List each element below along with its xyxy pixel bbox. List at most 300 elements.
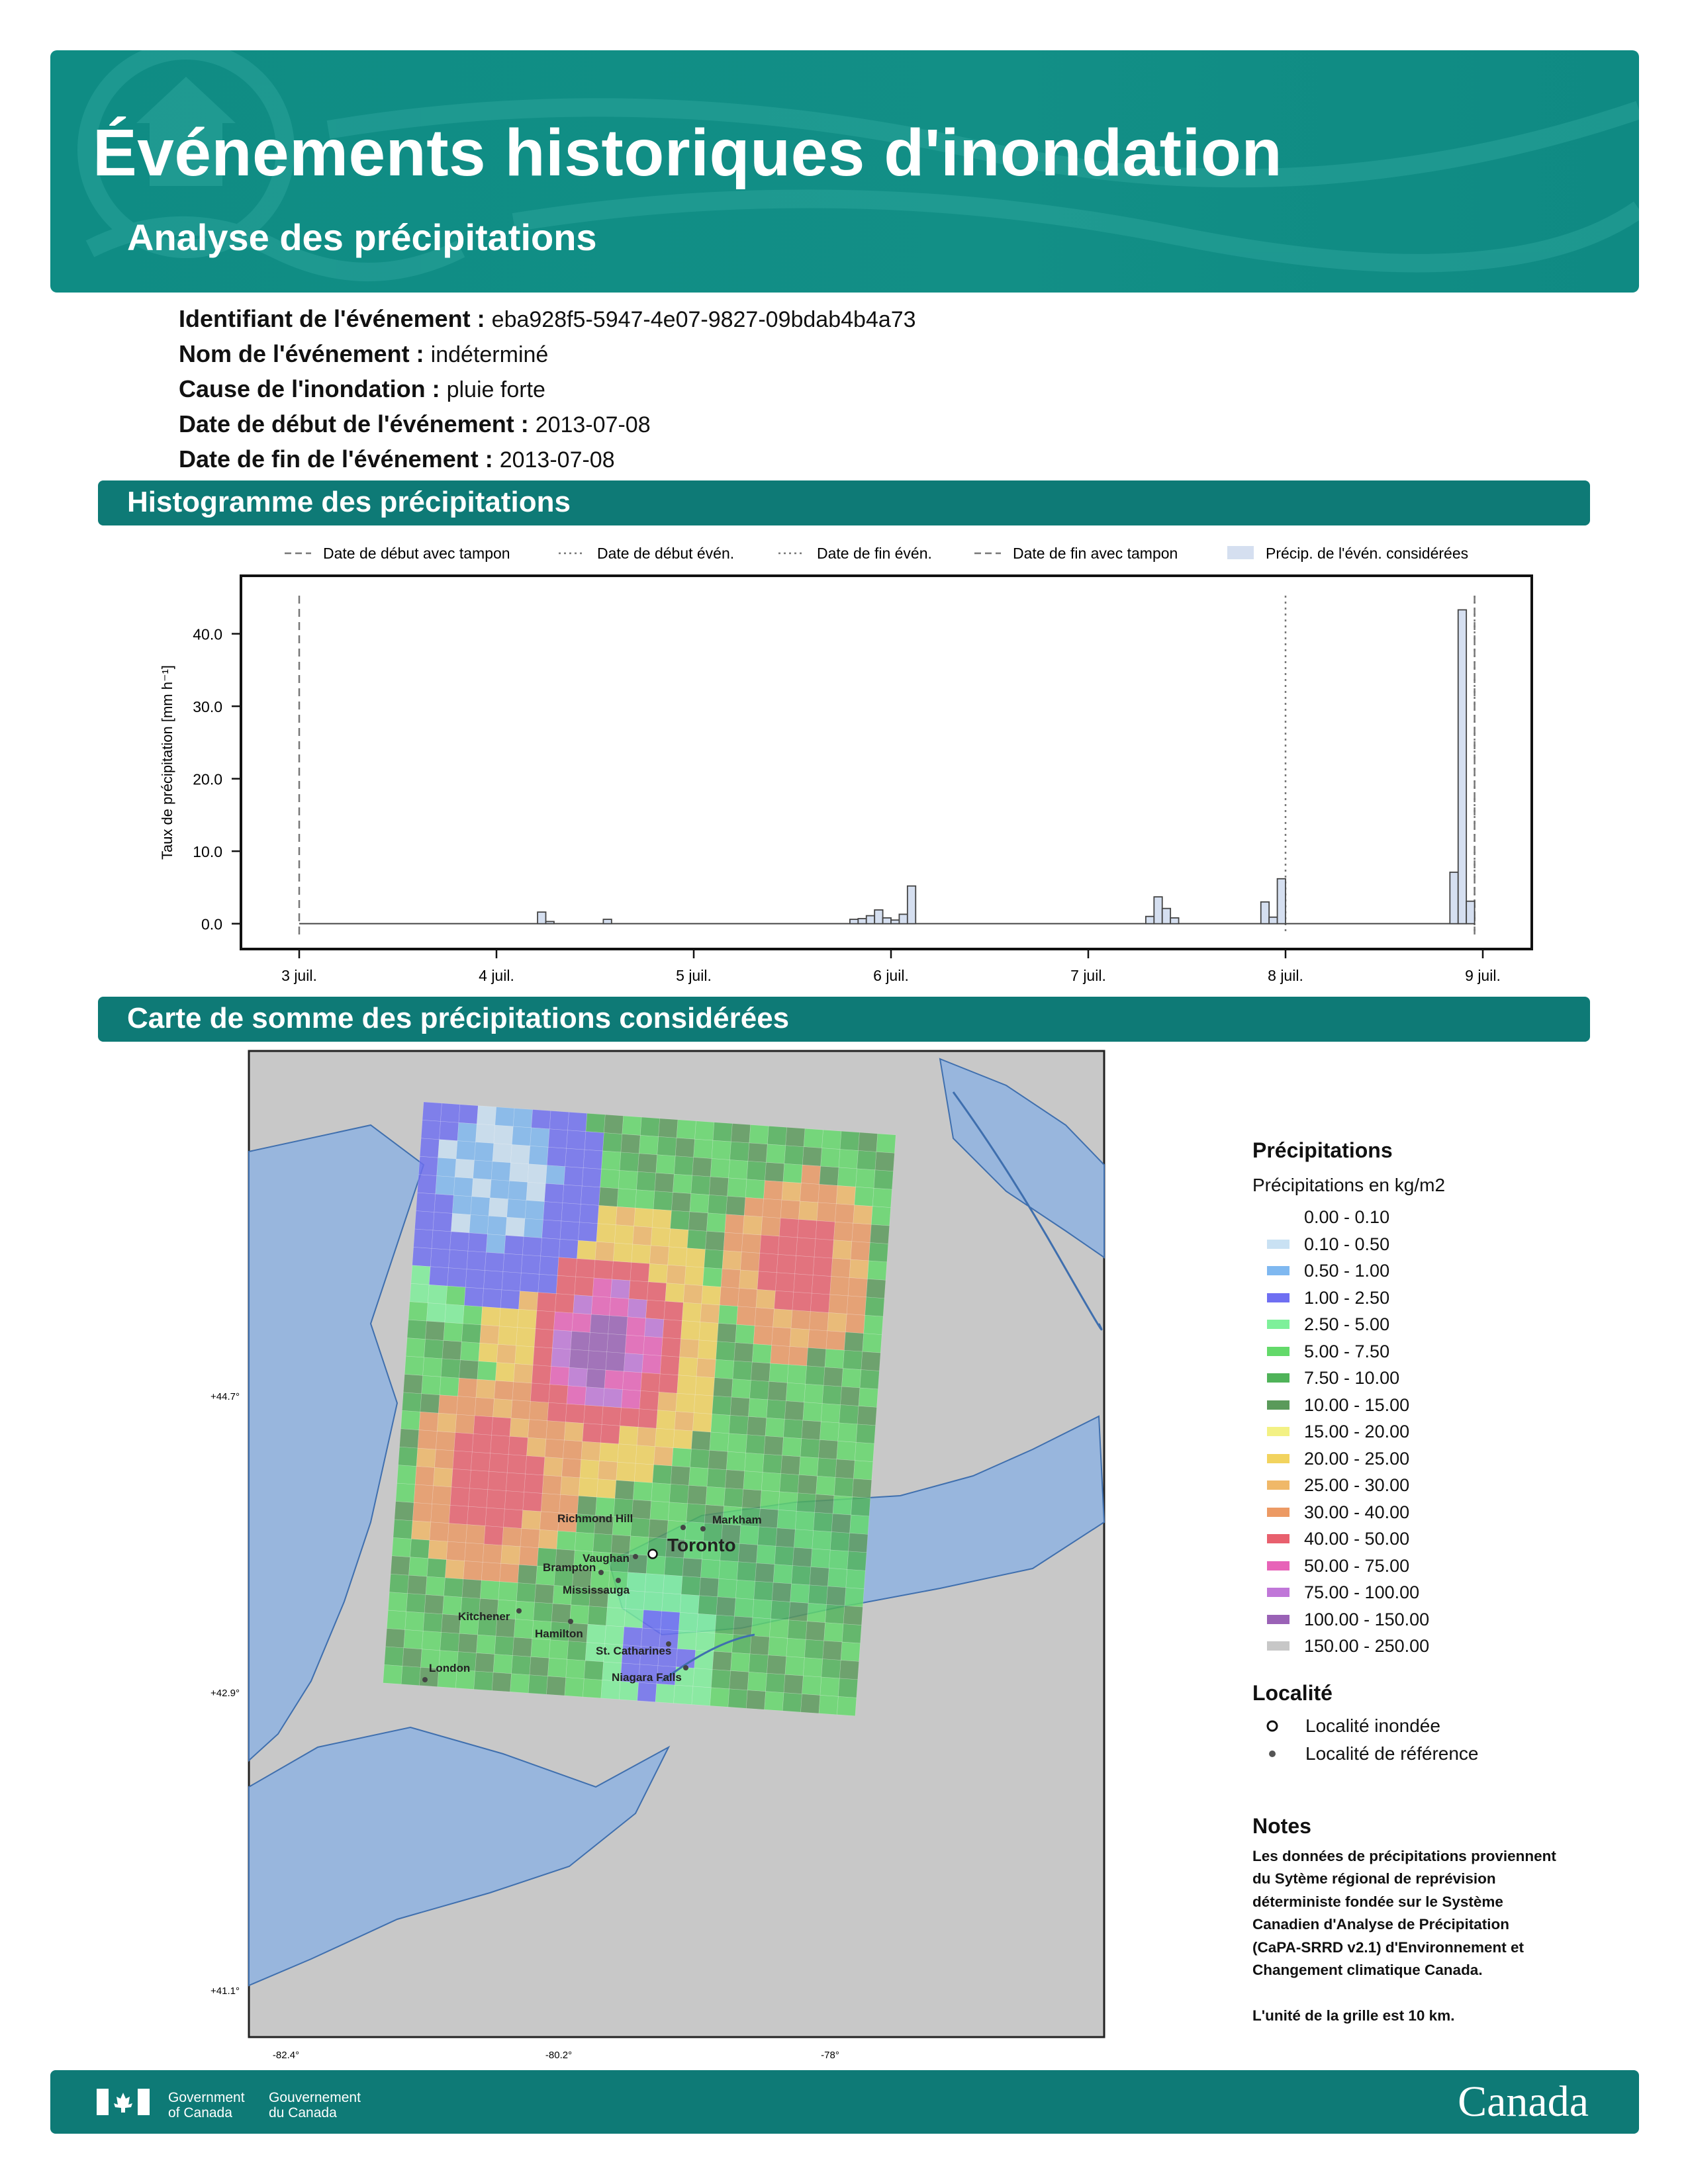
legend-class-swatch	[1267, 1534, 1289, 1543]
grid-cell	[543, 1457, 563, 1477]
grid-cell	[683, 1285, 702, 1304]
place-marker-1	[700, 1526, 706, 1531]
grid-cell	[682, 1558, 702, 1577]
grid-cell	[622, 1390, 641, 1409]
grid-cell	[799, 1201, 818, 1220]
grid-cell	[436, 1432, 455, 1451]
precip-map	[211, 1051, 1104, 2061]
grid-cell	[667, 1265, 686, 1284]
grid-cell	[408, 1575, 427, 1594]
grid-cell	[616, 1206, 635, 1226]
legend-class-label: 0.50 - 1.00	[1304, 1261, 1390, 1281]
grid-cell	[725, 1470, 744, 1489]
canada-wordmark: Canada	[1458, 2077, 1589, 2126]
lon-tick-label-0: -82.4°	[272, 2050, 300, 2061]
grid-cell	[745, 1179, 765, 1199]
event-name-value: indéterminé	[430, 342, 549, 367]
grid-cell	[650, 1501, 669, 1520]
grid-cell	[395, 1502, 414, 1521]
grid-cell	[856, 1169, 875, 1188]
grid-cell	[450, 1232, 469, 1251]
grid-cell	[451, 1213, 470, 1232]
grid-cell	[475, 1124, 494, 1143]
grid-cell	[752, 1344, 771, 1363]
grid-cell	[834, 1477, 853, 1496]
grid-cell	[536, 1310, 555, 1330]
grid-cell	[870, 1224, 889, 1244]
grid-cell	[656, 1410, 675, 1430]
grid-cell	[819, 1695, 838, 1714]
legend-class-swatch	[1267, 1615, 1289, 1624]
legend-reference-locality	[1252, 1740, 1623, 1768]
legend-flooded-locality	[1252, 1712, 1623, 1740]
legend-label-2: Date de fin évén.	[817, 545, 932, 562]
page-title: Événements historiques d'inondation	[93, 116, 1283, 190]
grid-cell	[510, 1144, 530, 1163]
grid-cell	[669, 1228, 688, 1248]
grid-cell	[523, 1492, 542, 1512]
grid-cell	[444, 1322, 463, 1342]
grid-cell	[424, 1595, 444, 1614]
grid-cell	[401, 1666, 420, 1685]
grid-cell	[520, 1273, 539, 1292]
grid-cell	[550, 1366, 569, 1385]
grid-cell	[479, 1343, 498, 1362]
grid-cell	[747, 1161, 766, 1180]
bar-4	[858, 919, 866, 924]
grid-cell	[582, 1168, 601, 1187]
legend-class-label: 10.00 - 15.00	[1304, 1394, 1410, 1415]
grid-cell	[555, 1294, 574, 1313]
grid-cell	[843, 1606, 863, 1625]
place-marker-5	[616, 1578, 621, 1583]
grid-cell	[807, 1603, 826, 1622]
grid-cell	[654, 1447, 673, 1466]
grid-cell	[567, 1130, 586, 1150]
grid-cell	[773, 1565, 792, 1584]
grid-cell	[830, 1532, 849, 1551]
grid-cell	[806, 1621, 825, 1641]
grid-cell	[458, 1378, 477, 1397]
grid-cell	[403, 1374, 422, 1393]
grid-cell	[481, 1306, 500, 1326]
bar-17	[1278, 879, 1286, 924]
grid-cell	[801, 1165, 820, 1184]
grid-cell	[575, 1532, 594, 1551]
grid-cell	[829, 1550, 848, 1569]
grid-cell	[646, 1555, 665, 1574]
grid-cell	[680, 1321, 700, 1340]
grid-cell	[451, 1469, 471, 1488]
grid-cell	[655, 1684, 675, 1703]
place-label-8: St. Catharines	[596, 1645, 672, 1657]
grid-cell	[672, 1448, 691, 1467]
grid-cell	[473, 1416, 492, 1435]
grid-cell	[635, 1190, 655, 1209]
grid-cell	[679, 1612, 698, 1631]
grid-cell	[544, 1183, 563, 1203]
grid-cell	[735, 1580, 755, 1599]
grid-cell	[502, 1527, 522, 1546]
grid-cell	[838, 1678, 857, 1698]
grid-cell	[767, 1655, 786, 1674]
grid-cell	[839, 1405, 859, 1424]
grid-cell	[619, 1426, 638, 1445]
grid-cell	[602, 1406, 621, 1426]
precip-grid	[383, 1102, 896, 1716]
grid-cell	[596, 1479, 616, 1498]
event-start-value: 2013-07-08	[535, 412, 651, 437]
grid-cell	[508, 1181, 528, 1200]
grid-cell	[467, 1506, 487, 1525]
grid-cell	[668, 1502, 687, 1522]
grid-cell	[611, 1279, 630, 1298]
grid-cell	[494, 1125, 513, 1144]
grid-cell	[653, 1465, 672, 1484]
grid-cell	[769, 1619, 788, 1638]
grid-cell	[780, 1200, 800, 1219]
grid-cell	[477, 1635, 496, 1654]
grid-cell	[449, 1250, 468, 1269]
grid-cell	[512, 1126, 531, 1146]
grid-cell	[547, 1402, 567, 1422]
grid-cell	[749, 1381, 769, 1400]
grid-cell	[769, 1363, 788, 1383]
bar-3	[850, 919, 858, 924]
grid-cell	[787, 1365, 806, 1384]
grid-cell	[674, 1685, 693, 1704]
grid-cell	[591, 1297, 610, 1316]
grid-cell	[784, 1146, 804, 1165]
grid-cell	[739, 1525, 759, 1545]
grid-cell	[782, 1437, 802, 1457]
bar-5	[867, 916, 874, 924]
grid-cell	[455, 1414, 475, 1433]
grid-cell	[531, 1639, 550, 1658]
grid-cell	[733, 1616, 753, 1635]
grid-cell	[602, 1133, 622, 1152]
grid-cell	[573, 1295, 592, 1314]
grid-cell	[606, 1608, 625, 1627]
grid-cell	[645, 1318, 664, 1338]
place-label-6: Kitchener	[458, 1610, 510, 1623]
grid-cell	[839, 1661, 859, 1680]
grid-cell	[710, 1159, 729, 1178]
notes-line: du Sytème régional de reprévision	[1252, 1870, 1496, 1887]
grid-cell	[614, 1225, 633, 1244]
grid-cell	[407, 1320, 426, 1339]
ytick-label-2: 20.0	[193, 770, 222, 788]
grid-cell	[565, 1678, 584, 1697]
histogram-section-header: Histogramme des précipitations	[98, 480, 1590, 525]
grid-cell	[487, 1216, 506, 1235]
grid-cell	[729, 1160, 748, 1179]
grid-cell	[806, 1366, 825, 1385]
grid-cell	[511, 1400, 530, 1419]
grid-cell	[418, 1430, 437, 1449]
legend-label-1: Date de début évén.	[597, 545, 735, 562]
grid-cell	[833, 1222, 853, 1241]
place-label-3: Vaughan	[583, 1552, 630, 1565]
grid-cell	[695, 1121, 714, 1140]
grid-cell	[626, 1317, 645, 1336]
grid-cell	[459, 1105, 478, 1124]
grid-cell	[549, 1640, 568, 1659]
grid-cell	[593, 1533, 612, 1553]
grid-cell	[537, 1293, 556, 1312]
grid-cell	[694, 1394, 713, 1414]
grid-cell	[665, 1557, 684, 1576]
grid-cell	[402, 1392, 421, 1412]
grid-cell	[620, 1152, 639, 1171]
grid-cell	[483, 1289, 502, 1308]
grid-cell	[494, 1636, 514, 1655]
grid-cell	[858, 1132, 877, 1152]
grid-cell	[771, 1601, 790, 1620]
grid-cell	[539, 1512, 559, 1531]
grid-cell	[414, 1229, 433, 1248]
grid-cell	[738, 1288, 757, 1307]
grid-cell	[853, 1461, 872, 1480]
grid-cell	[429, 1267, 448, 1286]
grid-cell	[692, 1686, 711, 1706]
grid-cell	[474, 1671, 493, 1690]
grid-cell	[661, 1338, 680, 1357]
grid-cell	[532, 1365, 551, 1384]
grid-cell	[454, 1433, 473, 1452]
grid-cell	[502, 1271, 521, 1291]
grid-cell	[657, 1136, 677, 1156]
grid-cell	[410, 1283, 429, 1302]
grid-cell	[757, 1545, 776, 1564]
grid-cell	[397, 1465, 416, 1484]
map-legend-title: Précipitations	[1252, 1138, 1393, 1162]
grid-cell	[651, 1228, 670, 1247]
grid-cell	[457, 1396, 476, 1416]
event-cause-value: pluie forte	[446, 377, 545, 402]
grid-cell	[709, 1177, 728, 1196]
grid-cell	[818, 1439, 837, 1459]
legend-class-row	[1252, 1338, 1623, 1365]
grid-cell	[816, 1220, 835, 1240]
grid-cell	[452, 1195, 471, 1214]
grid-cell	[575, 1277, 594, 1296]
grid-cell	[431, 1504, 450, 1523]
legend-class-label: 50.00 - 75.00	[1304, 1555, 1410, 1576]
grid-cell	[738, 1543, 757, 1563]
grid-cell	[464, 1287, 483, 1306]
lon-tick-label-2: -78°	[821, 2050, 839, 2061]
grid-cell	[514, 1364, 533, 1383]
grid-cell	[480, 1325, 499, 1344]
grid-cell	[576, 1259, 595, 1278]
gov-fr-text	[269, 2090, 361, 2120]
grid-cell	[649, 1246, 669, 1265]
grid-cell	[749, 1125, 769, 1144]
grid-cell	[538, 1529, 557, 1549]
grid-cell	[849, 1533, 868, 1552]
grid-cell	[671, 1193, 690, 1212]
grid-cell	[712, 1396, 731, 1415]
grid-cell	[751, 1362, 770, 1381]
grid-cell	[765, 1162, 784, 1181]
grid-cell	[605, 1625, 624, 1645]
place-marker-9	[683, 1665, 688, 1670]
grid-cell	[690, 1449, 709, 1468]
legend-class-swatch	[1267, 1240, 1289, 1249]
grid-cell	[606, 1352, 625, 1371]
grid-cell	[481, 1562, 500, 1581]
grid-cell	[756, 1289, 775, 1308]
grid-cell	[766, 1673, 785, 1692]
grid-cell	[547, 1658, 567, 1677]
grid-cell	[759, 1253, 778, 1272]
grid-cell	[649, 1519, 668, 1538]
grid-cell	[569, 1349, 588, 1369]
grid-cell	[642, 1610, 661, 1629]
grid-cell	[440, 1121, 459, 1140]
grid-cell	[810, 1567, 829, 1586]
grid-cell	[765, 1418, 784, 1437]
xtick-label-3: 6 juil.	[873, 967, 909, 984]
grid-cell	[532, 1110, 551, 1129]
grid-cell	[586, 1113, 605, 1132]
grid-cell	[671, 1210, 690, 1230]
xtick-label-5: 8 juil.	[1268, 967, 1303, 984]
grid-cell	[542, 1220, 561, 1239]
grid-cell	[831, 1258, 851, 1277]
grid-cell	[786, 1638, 806, 1657]
grid-cell	[821, 1404, 840, 1423]
grid-cell	[520, 1528, 539, 1547]
grid-cell	[409, 1557, 428, 1576]
histogram-legend	[285, 545, 1468, 562]
grid-cell	[445, 1560, 464, 1579]
grid-cell	[630, 1536, 649, 1555]
grid-cell	[498, 1582, 518, 1601]
legend-class-swatch	[1267, 1588, 1289, 1597]
grid-cell	[695, 1377, 714, 1396]
grid-cell	[542, 1475, 561, 1494]
grid-cell	[794, 1529, 813, 1549]
grid-cell	[445, 1304, 464, 1324]
bar-11	[1146, 917, 1154, 924]
grid-cell	[755, 1308, 774, 1327]
grid-cell	[430, 1248, 449, 1267]
grid-cell	[510, 1418, 529, 1437]
grid-cell	[645, 1574, 664, 1593]
grid-cell	[631, 1518, 650, 1537]
place-label-1: Markham	[712, 1514, 762, 1526]
grid-cell	[549, 1111, 569, 1130]
grid-cell	[724, 1232, 743, 1251]
grid-cell	[440, 1632, 459, 1651]
grid-cell	[847, 1551, 867, 1570]
grid-cell	[541, 1238, 560, 1257]
grid-cell	[760, 1235, 779, 1254]
grid-cell	[438, 1140, 457, 1159]
grid-cell	[848, 1278, 867, 1297]
grid-cell	[503, 1253, 522, 1273]
grid-cell	[765, 1692, 784, 1711]
grid-cell	[543, 1202, 563, 1221]
legend-class-row	[1252, 1285, 1623, 1312]
legend-class-label: 30.00 - 40.00	[1304, 1502, 1410, 1522]
grid-cell	[422, 1375, 441, 1394]
grid-cell	[857, 1150, 876, 1169]
grid-cell	[839, 1150, 858, 1169]
gov-en-text	[168, 2090, 245, 2120]
grid-cell	[833, 1240, 852, 1259]
grid-cell	[535, 1584, 554, 1604]
notes-line: Changement climatique Canada.	[1252, 1962, 1483, 1978]
grid-cell	[446, 1286, 465, 1305]
grid-cell	[822, 1130, 841, 1149]
grid-cell	[799, 1457, 818, 1476]
grid-cell	[699, 1322, 718, 1341]
grid-cell	[735, 1324, 755, 1343]
grid-cell	[651, 1483, 671, 1502]
legend-class-label: 1.00 - 2.50	[1304, 1287, 1390, 1308]
grid-cell	[415, 1211, 434, 1230]
grid-cell	[587, 1351, 606, 1370]
grid-cell	[794, 1274, 813, 1293]
grid-cell	[539, 1256, 559, 1275]
grid-cell	[814, 1512, 833, 1531]
legend-class-label: 25.00 - 30.00	[1304, 1475, 1410, 1495]
grid-cell	[835, 1204, 854, 1223]
grid-cell	[492, 1144, 512, 1163]
grid-cell	[463, 1561, 483, 1580]
grid-cell	[584, 1405, 603, 1424]
place-label-0: Richmond Hill	[557, 1512, 633, 1525]
grid-cell	[564, 1167, 583, 1186]
legend-class-label: 2.50 - 5.00	[1304, 1314, 1390, 1334]
grid-cell	[804, 1384, 823, 1403]
grid-cell	[675, 1138, 694, 1157]
grid-cell	[643, 1592, 663, 1611]
grid-cell	[459, 1360, 479, 1379]
grid-cell	[782, 1182, 801, 1201]
legend-class-label: 15.00 - 20.00	[1304, 1422, 1410, 1441]
event-start-label: Date de début de l'événement :	[179, 410, 529, 437]
grid-cell	[622, 1116, 641, 1135]
grid-cell	[790, 1328, 809, 1347]
grid-cell	[831, 1514, 851, 1533]
grid-cell	[599, 1187, 618, 1206]
grid-cell	[437, 1158, 456, 1177]
legend-class-row	[1252, 1231, 1623, 1258]
grid-cell	[865, 1297, 884, 1316]
grid-cell	[506, 1217, 525, 1236]
grid-cell	[622, 1371, 641, 1390]
grid-cell	[750, 1635, 769, 1655]
legend-class-label: 0.00 - 0.10	[1304, 1207, 1390, 1227]
grid-cell	[811, 1549, 830, 1568]
grid-cell	[853, 1205, 872, 1224]
grid-cell	[423, 1613, 442, 1632]
legend-class-swatch	[1267, 1266, 1289, 1275]
grid-cell	[720, 1287, 739, 1306]
grid-cell	[585, 1387, 604, 1406]
grid-cell	[815, 1494, 834, 1514]
grid-cell	[731, 1379, 751, 1398]
notes-title: Notes	[1252, 1813, 1311, 1838]
grid-cell	[458, 1633, 477, 1653]
grid-cell	[763, 1454, 782, 1473]
grid-cell	[694, 1139, 713, 1158]
grid-cell	[747, 1416, 767, 1435]
